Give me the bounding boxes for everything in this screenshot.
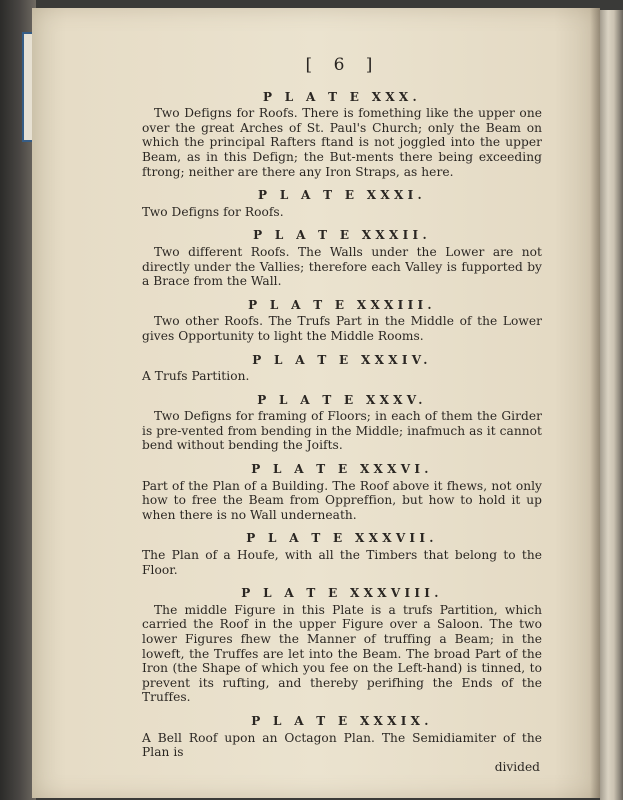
plate-heading: P L A T E XXXIII. — [248, 297, 436, 312]
catchword: divided — [494, 759, 540, 774]
plate-description: The Plan of a Houfe, with all the Timbers that belong to the Floor. — [142, 548, 542, 577]
plate-description: Two Defigns for framing of Floors; in each of them the Girder is pre-vented from bending in the Middle; inafmuch as it cannot bend without bending the Joifts. — [142, 409, 542, 453]
page-content — [142, 55, 542, 774]
plate-heading: P L A T E XXXVII. — [246, 531, 438, 546]
plate-heading: P L A T E XXXIV. — [252, 352, 432, 367]
plate-description: Two different Roofs. The Walls under the Lower are not directly under the Vallies; therefore each Valley is fupported by a Brace from the Wall. — [142, 244, 542, 289]
plate-heading: P L A T E XXX. — [262, 89, 422, 104]
page-gutter-shadow — [590, 8, 600, 798]
plate-heading: P L A T E XXXII. — [253, 228, 431, 243]
plate-description: The middle Figure in this Plate is a trufs Partition, which carried the Roof in the upper Figure over a Saloon. The two lower Figures fhew the Manner of truffing a Beam; in the loweft, the Truffes are let into the Beam. The broad Part of the Iron (the Shape of which you fee on the Left-hand) is tinned, to prevent its rufting, and thereby perifhing the Ends of the Truffes. — [142, 602, 542, 705]
plate-heading: P L A T E XXXI. — [258, 188, 426, 203]
plate-description: A Bell Roof upon an Octagon Plan. The Semidiamiter of the Plan is — [142, 730, 542, 760]
plate-description: Two other Roofs. The Trufs Part in the Middle of the Lower gives Opportunity to light the Middle Rooms. — [142, 314, 542, 343]
plate-heading: P L A T E XXXV. — [257, 392, 427, 407]
plate-description: Part of the Plan of a Building. The Roof above it fhews, not only how to free the Beam from Oppreffion, but how to hold it up when there is no Wall underneath. — [142, 478, 542, 522]
plate-heading: P L A T E XXXIX. — [251, 713, 433, 728]
plate-heading: P L A T E XXXVI. — [251, 462, 433, 477]
page-block-edge — [600, 10, 623, 800]
page-number: [ 6 ] — [305, 55, 381, 75]
plate-description: A Trufs Partition. — [142, 369, 250, 384]
plate-heading: P L A T E XXXVIII. — [241, 586, 443, 601]
plate-description: Two Defigns for Roofs. There is fomething like the upper one over the great Arches of St. Paul's Church; only the Beam on which the principal Rafters ftand is not joggled into the upper Beam, as in this Defign; the But-ments there being exceeding ftrong; neither are there any Iron Straps, as here. — [142, 106, 542, 179]
plate-description: Two Defigns for Roofs. — [142, 204, 284, 219]
